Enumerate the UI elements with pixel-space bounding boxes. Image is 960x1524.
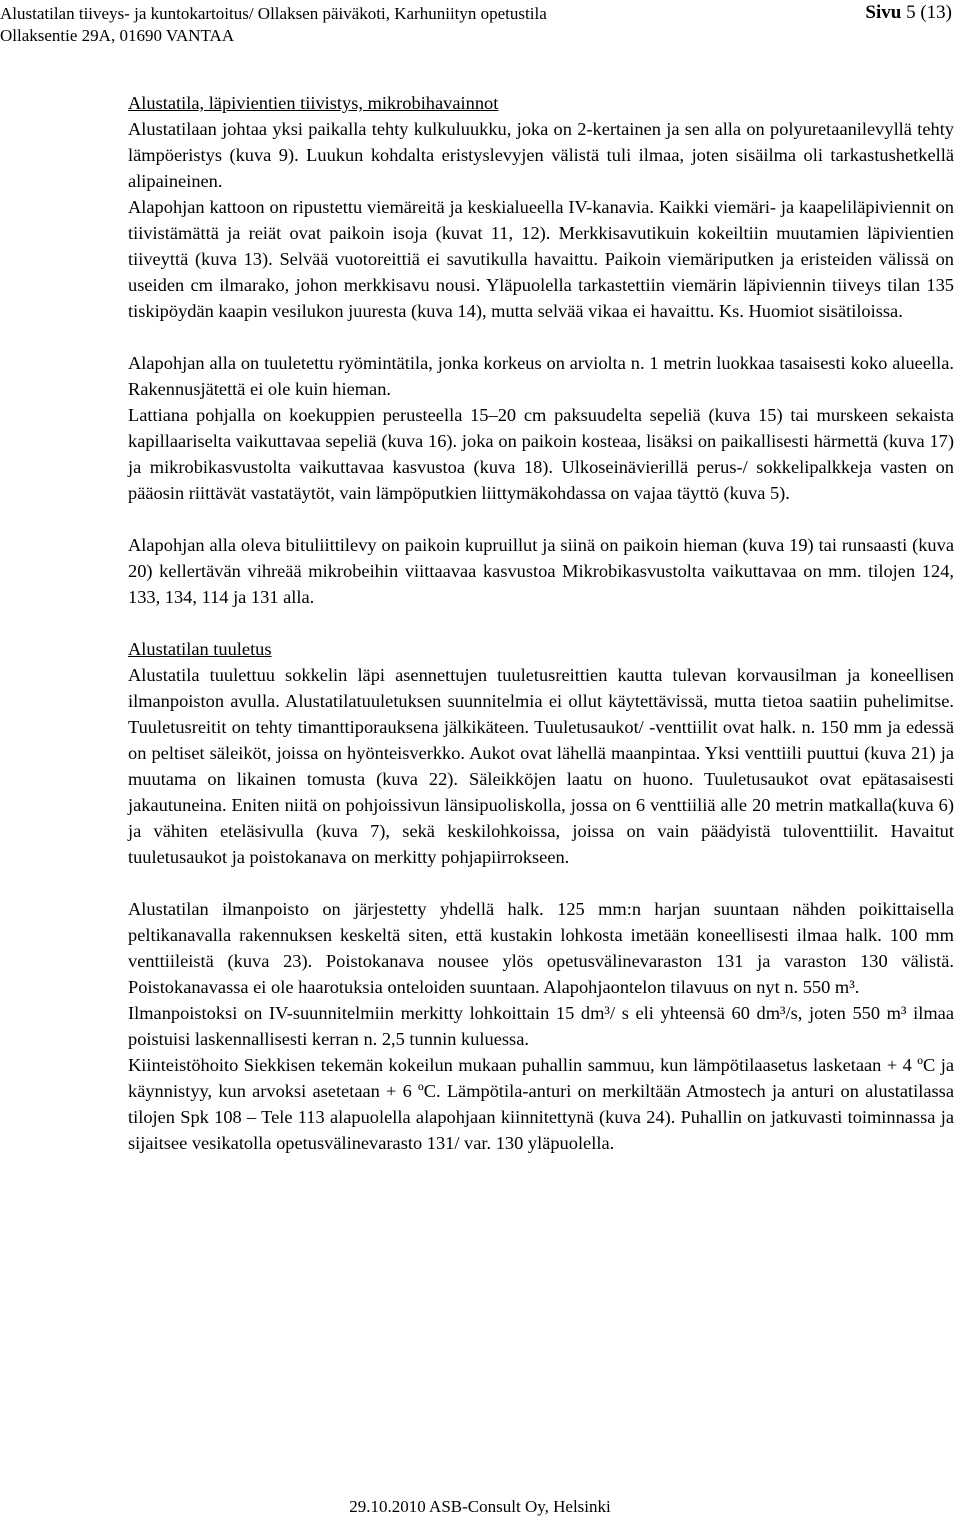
header-document-title: Alustatilan tiiveys- ja kuntokartoitus/ Ollaksen päiväkoti, Karhuniityn opetustila (0, 4, 547, 23)
section-exhaust (128, 896, 954, 1156)
paragraph-gap (128, 870, 954, 896)
paragraph: Lattiana pohjalla on koekuppien perusteella 15–20 cm paksuudelta sepeliä (kuva 15) tai murskeen sekaista kapillaariselta vaikuttavaa sepeliä (kuva 16). joka on paikoin kosteaa, lisäksi on paikallisesti härmettä (kuva 17) ja mikrobikasvustolta vaikuttavaa kasvustoa (kuva 18). Ulkoseinävierillä perus-/ sokkelipalkkeja vasten on pääosin riittävät vastatäytöt, vain lämpöputkien liittymäkohdassa on vajaa täyttö (kuva 5). (128, 405, 954, 503)
section-crawlspace-ventilation (128, 636, 954, 870)
paragraph-gap (128, 324, 954, 350)
paragraph-gap (128, 610, 954, 636)
section-crawlspace-floor (128, 350, 954, 506)
paragraph: Alustatilan ilmanpoisto on järjestetty yhdellä halk. 125 mm:n harjan suuntaan nähden poikittaisella peltikanavalla rakennuksen keskeltä siten, että kustakin lohkosta imetään koneellisesti ilmaa halk. 100 mm venttiileistä (kuva 23). Poistokanava nousee ylös opetusvälinevaraston 131 ja varaston 130 välistä. Poistokanavassa ei ole haarotuksia onteloiden suuntaan. Alapohjaontelon tilavuus on nyt n. 550 m³. (128, 899, 954, 997)
header-address: Ollaksentie 29A, 01690 VANTAA (0, 26, 235, 45)
paragraph: Ilmanpoistoksi on IV-suunnitelmiin merkitty lohkoittain 15 dm³/ s eli yhteensä 60 dm³/s, joten 550 m³ ilmaa poistuisi laskennallisesti kerran n. 2,5 tunnin kuluessa. (128, 1003, 954, 1049)
paragraph: Alapohjan alla oleva bituliittilevy on paikoin kupruillut ja siinä on paikoin hieman (kuva 19) tai runsaasti (kuva 20) kellertävän vihreää mikrobeihin viittaavaa kasvustoa Mikrobikasvustolta vaikuttavaa on mm. tilojen 124, 133, 134, 114 ja 131 alla. (128, 535, 954, 607)
page-label: Sivu (865, 2, 902, 23)
document-body (128, 90, 954, 1156)
paragraph: Alapohjan alla on tuuletettu ryömintätila, jonka korkeus on arviolta n. 1 metrin luokkaa tasaisesti koko alueella. Rakennusjätettä ei ole kuin hieman. (128, 353, 954, 399)
page-footer: 29.10.2010 ASB-Consult Oy, Helsinki (349, 1497, 611, 1516)
paragraph: Alapohjan kattoon on ripustettu viemäreitä ja keskialueella IV-kanavia. Kaikki viemäri- ja kaapeliläpiviennit on tiivistämättä ja reiät ovat paikoin isoja (kuvat 11, 12). Merkkisavutikuin kokeiltiin muutamien läpivientien tiiveyttä (kuva 13). Selvää vuotoreittiä ei savutikulla havaittu. Paikoin viemäriputken ja eristeiden välissä on useiden cm ilmarako, johon merkkisavu nousi. Yläpuolella tarkastettiin viemärin läpiviennin tiiveys tilan 135 tiskipöydän kaapin vesilukon juuresta (kuva 14), mutta selvää vikaa ei havaittu. Ks. Huomiot sisätiloissa. (128, 197, 954, 321)
paragraph: Alustatilaan johtaa yksi paikalla tehty kulkuluukku, joka on 2-kertainen ja sen alla on polyuretaanilevyllä tehty lämpöeristys (kuva 9). Luukun kohdalta eristyslevyjen välistä tuli ilmaa, joten sisäilma oli tarkastushetkellä alipaineinen. (128, 119, 954, 191)
section-bitumen-board (128, 532, 954, 610)
section-crawlspace-penetrations (128, 90, 954, 324)
section-heading: Alustatila, läpivientien tiivistys, mikrobihavainnot (128, 93, 499, 113)
paragraph: Alustatila tuulettuu sokkelin läpi asennettujen tuuletusreittien kautta tulevan korvausilman ja koneellisen ilmanpoiston avulla. Alustatilatuuletuksen suunnitelmia ei ollut käytettävissä, mutta tietoa saatiin puhelimitse. Tuuletusreitit on tehty timanttiporauksena jälkikäteen. Tuuletusaukot/ -venttiilit ovat halk. n. 150 mm ja edessä on peltiset säleiköt, joissa on hyönteisverkko. Aukot ovat lähellä maanpintaa. Yksi venttiili puuttui (kuva 21) ja muutama on likainen tomusta (kuva 22). Säleikköjen laatu on huono. Tuuletusaukot ovat epätasaisesti jakautuneina. Eniten niitä on pohjoissivun länsipuoliskolla, jossa on 6 venttiiliä alle 20 metrin matkalla(kuva 6) ja vähiten eteläsivulla (kuva 7), sekä keskilohkoissa, joissa on vain päädyistä tuloventtiilit. Havaitut tuuletusaukot ja poistokanava on merkitty pohjapiirrokseen. (128, 665, 954, 867)
page-indicator (865, 2, 952, 24)
paragraph-gap (128, 506, 954, 532)
section-heading: Alustatilan tuuletus (128, 639, 272, 659)
page-number: 5 (13) (906, 2, 952, 23)
paragraph: Kiinteistöhoito Siekkisen tekemän kokeilun mukaan puhallin sammuu, kun lämpötilaasetus lasketaan + 4 ºC ja käynnistyy, kun arvoksi asetetaan + 6 ºC. Lämpötila-anturi on merkiltään Atmostech ja anturi on alustatilassa tilojen Spk 108 – Tele 113 alapuolella alapohjaan kiinnitettynä (kuva 24). Puhallin on jatkuvasti toiminnassa ja sijaitsee vesikatolla opetusvälinevarasto 131/ var. 130 yläpuolella. (128, 1055, 954, 1153)
page-header (0, 0, 960, 60)
